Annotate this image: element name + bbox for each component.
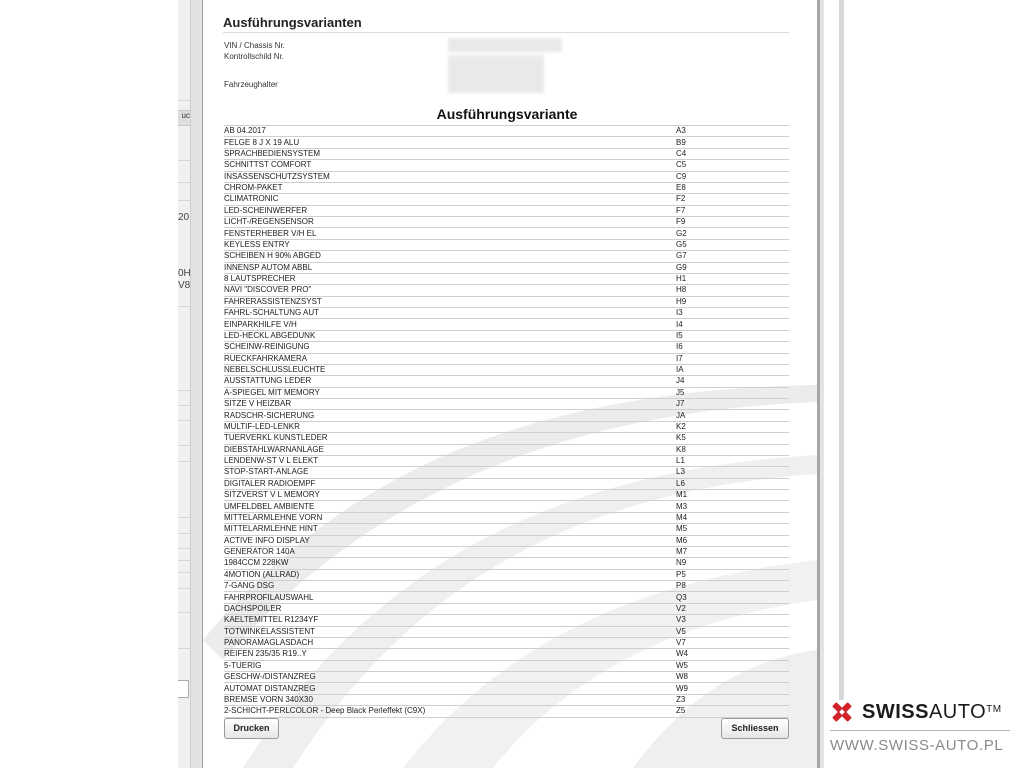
variant-code: M1 — [676, 490, 789, 501]
variant-name: FELGE 8 J X 19 ALU — [224, 137, 676, 148]
variant-code: H9 — [676, 296, 789, 307]
variant-row — [224, 626, 789, 637]
variant-code: F7 — [676, 205, 789, 216]
section-title: Ausführungsvariante — [436, 106, 578, 122]
variant-code: W8 — [676, 672, 789, 683]
divider — [178, 560, 190, 561]
variant-name: KAELTEMITTEL R1234YF — [224, 615, 676, 626]
variant-code: H8 — [676, 285, 789, 296]
variant-name: UMFELDBEL AMBIENTE — [224, 501, 676, 512]
variant-code: L6 — [676, 478, 789, 489]
variant-name: 4MOTION (ALLRAD) — [224, 569, 676, 580]
variant-code: M4 — [676, 512, 789, 523]
variant-code: P8 — [676, 581, 789, 592]
variant-code: M6 — [676, 535, 789, 546]
variant-code: K5 — [676, 433, 789, 444]
divider — [178, 306, 190, 307]
variant-row — [224, 637, 789, 648]
background-input — [178, 680, 189, 698]
variants-dialog — [202, 0, 820, 768]
variant-name: SPRACHBEDIENSYSTEM — [224, 148, 676, 159]
logo-url: WWW.SWISS-AUTO.PL — [830, 737, 1004, 754]
variant-row — [224, 330, 789, 341]
variant-name: NEBELSCHLUSSLEUCHTE — [224, 364, 676, 375]
variant-name: MITTELARMLEHNE HINT — [224, 524, 676, 535]
variant-name: DIEBSTAHLWARNANLAGE — [224, 444, 676, 455]
variant-name: CHROM-PAKET — [224, 182, 676, 193]
variant-code: W5 — [676, 660, 789, 671]
variant-row — [224, 285, 789, 296]
variant-name: REIFEN 235/35 R19..Y — [224, 649, 676, 660]
redacted-owner-value — [448, 55, 544, 93]
divider — [178, 533, 190, 534]
variant-code: Z5 — [676, 706, 789, 717]
variant-name: RADSCHR-SICHERUNG — [224, 410, 676, 421]
variant-code: I7 — [676, 353, 789, 364]
variant-row — [224, 672, 789, 683]
divider — [178, 445, 190, 446]
divider — [178, 100, 190, 101]
variant-name: LICHT-/REGENSENSOR — [224, 217, 676, 228]
variant-code: J7 — [676, 399, 789, 410]
variant-code: M7 — [676, 546, 789, 557]
background-app-panel — [178, 0, 191, 768]
variant-name: GESCHW-/DISTANZREG — [224, 672, 676, 683]
variant-code: M5 — [676, 524, 789, 535]
variant-row — [224, 239, 789, 250]
variant-row — [224, 649, 789, 660]
variant-row — [224, 228, 789, 239]
variant-code: IA — [676, 364, 789, 375]
variant-name: STOP-START-ANLAGE — [224, 467, 676, 478]
variant-code: N9 — [676, 558, 789, 569]
variant-row — [224, 467, 789, 478]
divider — [178, 612, 190, 613]
variant-row — [224, 137, 789, 148]
divider — [178, 200, 190, 201]
variant-row — [224, 490, 789, 501]
divider — [178, 461, 190, 462]
variant-code: G5 — [676, 239, 789, 250]
variant-row — [224, 558, 789, 569]
variant-code: Z3 — [676, 694, 789, 705]
variant-code: K8 — [676, 444, 789, 455]
variant-row — [224, 410, 789, 421]
variant-name: SITZVERST V L MEMORY — [224, 490, 676, 501]
variant-row — [224, 160, 789, 171]
variant-code: V3 — [676, 615, 789, 626]
print-button[interactable]: Drucken — [224, 718, 279, 739]
variant-code: W9 — [676, 683, 789, 694]
variant-name: SCHEIBEN H 90% ABGED — [224, 251, 676, 262]
variant-row — [224, 501, 789, 512]
variant-row — [224, 706, 789, 717]
variant-row — [224, 615, 789, 626]
divider — [178, 548, 190, 549]
variant-code: C4 — [676, 148, 789, 159]
redacted-vin-value — [448, 38, 562, 52]
variant-name: 5-TUERIG — [224, 660, 676, 671]
variant-code: F9 — [676, 217, 789, 228]
variant-code: W4 — [676, 649, 789, 660]
variant-name: SCHEINW-REINIGUNG — [224, 342, 676, 353]
variant-name: A-SPIEGEL MIT MEMORY — [224, 387, 676, 398]
variant-row — [224, 217, 789, 228]
variant-name: CLIMATRONIC — [224, 194, 676, 205]
variant-code: V7 — [676, 637, 789, 648]
variant-row — [224, 273, 789, 284]
variant-code: V5 — [676, 626, 789, 637]
variant-code: B9 — [676, 137, 789, 148]
swiss-auto-logo — [830, 700, 1016, 762]
variant-row — [224, 319, 789, 330]
variant-row — [224, 148, 789, 159]
variant-row — [224, 592, 789, 603]
variant-row — [224, 546, 789, 557]
variant-code: L3 — [676, 467, 789, 478]
variant-row — [224, 421, 789, 432]
background-tab: uc — [178, 110, 190, 126]
divider — [178, 648, 190, 649]
variant-name: PANORAMAGLASDACH — [224, 637, 676, 648]
variant-row — [224, 171, 789, 182]
variant-name: LED-SCHEINWERFER — [224, 205, 676, 216]
cross-logo-icon — [830, 700, 854, 724]
variant-name: DIGITALER RADIOEMPF — [224, 478, 676, 489]
divider — [178, 405, 190, 406]
variant-name: FAHRL-SCHALTUNG AUT — [224, 308, 676, 319]
variant-name: ACTIVE INFO DISPLAY — [224, 535, 676, 546]
background-text-fragment: V8 — [178, 280, 191, 291]
variant-name: SITZE V HEIZBAR — [224, 399, 676, 410]
variant-row — [224, 524, 789, 535]
variant-code: M3 — [676, 501, 789, 512]
variant-row — [224, 364, 789, 375]
variant-code: J5 — [676, 387, 789, 398]
variant-row — [224, 569, 789, 580]
variant-code: JA — [676, 410, 789, 421]
divider — [178, 390, 190, 391]
variant-code: F2 — [676, 194, 789, 205]
plate-label: Kontrollschild Nr. — [224, 52, 285, 61]
variant-name: NAVI "DISCOVER PRO" — [224, 285, 676, 296]
variant-code: I5 — [676, 330, 789, 341]
variant-name: INSASSENSCHUTZSYSTEM — [224, 171, 676, 182]
variant-code: E8 — [676, 182, 789, 193]
variant-name: MULTIF-LED-LENKR — [224, 421, 676, 432]
divider — [178, 588, 190, 589]
variant-code: H1 — [676, 273, 789, 284]
variant-code: C9 — [676, 171, 789, 182]
variant-row — [224, 194, 789, 205]
variant-name: 7-GANG DSG — [224, 581, 676, 592]
dialog-title: Ausführungsvarianten — [223, 15, 362, 30]
variant-name: FENSTERHEBER V/H EL — [224, 228, 676, 239]
variant-name: RUECKFAHRKAMERA — [224, 353, 676, 364]
variant-code: L1 — [676, 455, 789, 466]
variant-name: 8 LAUTSPRECHER — [224, 273, 676, 284]
variant-row — [224, 455, 789, 466]
variant-code: I6 — [676, 342, 789, 353]
variant-name: LED-HECKL ABGEDUNK — [224, 330, 676, 341]
variant-name: 2-SCHICHT-PERLCOLOR - Deep Black Perleffekt (C9X) — [224, 706, 676, 717]
owner-label: Fahrzeughalter — [224, 80, 278, 89]
variant-name: INNENSP AUTOM ABBL — [224, 262, 676, 273]
variant-code: G9 — [676, 262, 789, 273]
variant-code: A3 — [676, 126, 789, 137]
variant-code: J4 — [676, 376, 789, 387]
variant-name: LENDENW-ST V L ELEKT — [224, 455, 676, 466]
vin-label: VIN / Chassis Nr. — [224, 41, 285, 50]
variant-row — [224, 387, 789, 398]
variant-name: BREMSE VORN 340X30 — [224, 694, 676, 705]
variant-row — [224, 444, 789, 455]
variant-row — [224, 376, 789, 387]
divider — [178, 182, 190, 183]
variant-row — [224, 262, 789, 273]
variant-name: DACHSPOILER — [224, 603, 676, 614]
divider — [178, 517, 190, 518]
variant-name: FAHRERASSISTENZSYST — [224, 296, 676, 307]
variant-row — [224, 433, 789, 444]
background-border — [839, 0, 844, 700]
variant-name: AB 04.2017 — [224, 126, 676, 137]
variant-code: Q3 — [676, 592, 789, 603]
background-text-fragment: 20 — [178, 212, 190, 223]
variant-row — [224, 126, 789, 137]
variant-name: 1984CCM 228KW — [224, 558, 676, 569]
variant-code: I3 — [676, 308, 789, 319]
variant-name: TUERVERKL KUNSTLEDER — [224, 433, 676, 444]
variant-code: C5 — [676, 160, 789, 171]
variant-row — [224, 182, 789, 193]
variant-row — [224, 205, 789, 216]
logo-divider — [830, 730, 1010, 731]
variant-code: G7 — [676, 251, 789, 262]
variant-code: K2 — [676, 421, 789, 432]
variant-name: SCHNITTST COMFORT — [224, 160, 676, 171]
variant-row — [224, 535, 789, 546]
divider — [178, 572, 190, 573]
variant-row — [224, 399, 789, 410]
variant-name: EINPARKHILFE V/H — [224, 319, 676, 330]
logo-wordmark: SWISSAUTO™ — [862, 701, 1002, 723]
variant-name: TOTWINKELASSISTENT — [224, 626, 676, 637]
variant-row — [224, 308, 789, 319]
variant-name: MITTELARMLEHNE VORN — [224, 512, 676, 523]
variant-row — [224, 694, 789, 705]
variant-row — [224, 353, 789, 364]
variant-code: I4 — [676, 319, 789, 330]
variant-name: AUSSTATTUNG LEDER — [224, 376, 676, 387]
variant-row — [224, 683, 789, 694]
variant-row — [224, 251, 789, 262]
variants-table — [224, 125, 789, 718]
variant-name: KEYLESS ENTRY — [224, 239, 676, 250]
modal-overlay-strip — [191, 0, 202, 768]
close-button[interactable]: Schliessen — [721, 718, 789, 739]
variant-row — [224, 581, 789, 592]
background-text-fragment: 0H — [178, 268, 191, 279]
divider — [178, 420, 190, 421]
divider — [178, 160, 190, 161]
title-divider — [223, 32, 789, 33]
variant-row — [224, 296, 789, 307]
variant-row — [224, 342, 789, 353]
variant-row — [224, 603, 789, 614]
variant-row — [224, 660, 789, 671]
variant-name: FAHRPROFILAUSWAHL — [224, 592, 676, 603]
variant-code: V2 — [676, 603, 789, 614]
variant-row — [224, 512, 789, 523]
variant-row — [224, 478, 789, 489]
variant-code: G2 — [676, 228, 789, 239]
variant-name: AUTOMAT DISTANZREG — [224, 683, 676, 694]
variant-code: P5 — [676, 569, 789, 580]
variant-name: GENERATOR 140A — [224, 546, 676, 557]
